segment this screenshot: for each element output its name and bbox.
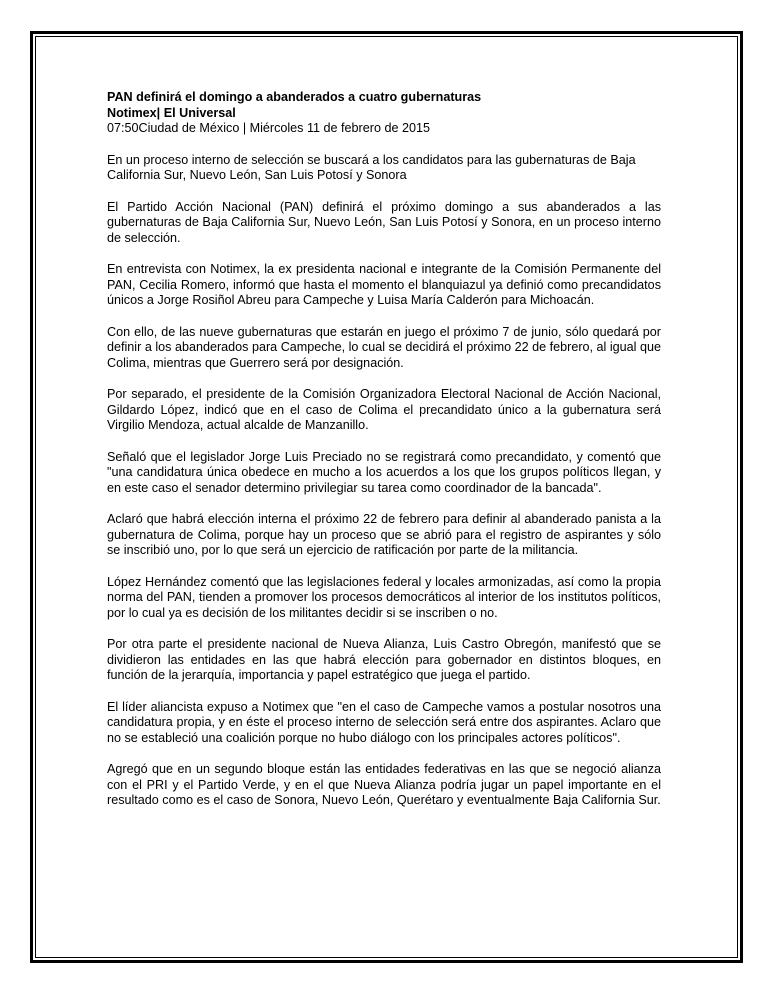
article-headline: PAN definirá el domingo a abanderados a cuatro gubernaturas	[107, 90, 482, 104]
article-paragraph: En entrevista con Notimex, la ex presidenta nacional e integrante de la Comisión Permanente del PAN, Cecilia Romero, informó que hasta el momento el blanquiazul ya definió como precandidatos únicos a Jorge Rosiñol Abreu para Campeche y Luisa María Calderón para Michoacán.	[107, 262, 661, 307]
article-summary: En un proceso interno de selección se buscará a los candidatos para las gubernaturas de Baja California Sur, Nuevo León, San Luis Potosí y Sonora	[107, 152, 636, 182]
article	[107, 90, 661, 825]
article-paragraph: El líder aliancista expuso a Notimex que "en el caso de Campeche vamos a postular nosotros una candidatura propia, y en éste el proceso interno de selección será entre dos aspirantes. Aclaro que no se estableció una coalición porque no hubo diálogo con los principales actores políticos".	[107, 699, 661, 745]
article-paragraph: Por otra parte el presidente nacional de Nueva Alianza, Luis Castro Obregón, manifestó que se dividieron las entidades en las que habrá elección para gobernador en distintos bloques, en función de la jerarquía, importancia y papel estratégico que juega el partido.	[107, 637, 661, 682]
article-dateline: 07:50Ciudad de México | Miércoles 11 de febrero de 2015	[107, 121, 430, 135]
article-paragraph: Por separado, el presidente de la Comisión Organizadora Electoral Nacional de Acción Nacional, Gildardo López, indicó que en el caso de Colima el precandidato único a la gubernatura será Virgilio Mendoza, actual alcalde de Manzanillo.	[107, 387, 661, 432]
article-paragraph: Señaló que el legislador Jorge Luis Preciado no se registrará como precandidato, y comentó que "una candidatura única obedece en mucho a los acuerdos a los que los grupos políticos llegan, y en este caso el senador determino privilegiar su tarea como coordinador de la bancada".	[107, 449, 661, 495]
article-paragraph: López Hernández comentó que las legislaciones federal y locales armonizadas, así como la propia norma del PAN, tienden a promover los procesos democráticos al interior de los institutos políticos, por lo cual ya es decisión de los militantes decidir si se inscriben o no.	[107, 574, 661, 620]
article-source: Notimex| El Universal	[107, 105, 236, 120]
article-paragraph: Con ello, de las nueve gubernaturas que estarán en juego el próximo 7 de junio, sólo quedará por definir a los abanderados para Campeche, lo cual se decidirá el próximo 22 de febrero, al igual que Colima, mientras que Guerrero será por designación.	[107, 324, 661, 370]
article-paragraph: Agregó que en un segundo bloque están las entidades federativas en las que se negoció alianza con el PRI y el Partido Verde, y en el que Nueva Alianza podría jugar un papel importante en el resultado como es el caso de Sonora, Nuevo León, Querétaro y eventualmente Baja California Sur.	[107, 762, 661, 807]
article-paragraph: El Partido Acción Nacional (PAN) definirá el próximo domingo a sus abanderados a las gubernaturas de Baja California Sur, Nuevo León, San Luis Potosí y Sonora, en un proceso interno de selección.	[107, 199, 661, 245]
article-paragraph: Aclaró que habrá elección interna el próximo 22 de febrero para definir al abanderado panista a la gubernatura de Colima, porque hay un proceso que se abrió para el registro de aspirantes y sólo se inscribió uno, por lo que será un ejercicio de ratificación por parte de la militancia.	[107, 512, 661, 557]
